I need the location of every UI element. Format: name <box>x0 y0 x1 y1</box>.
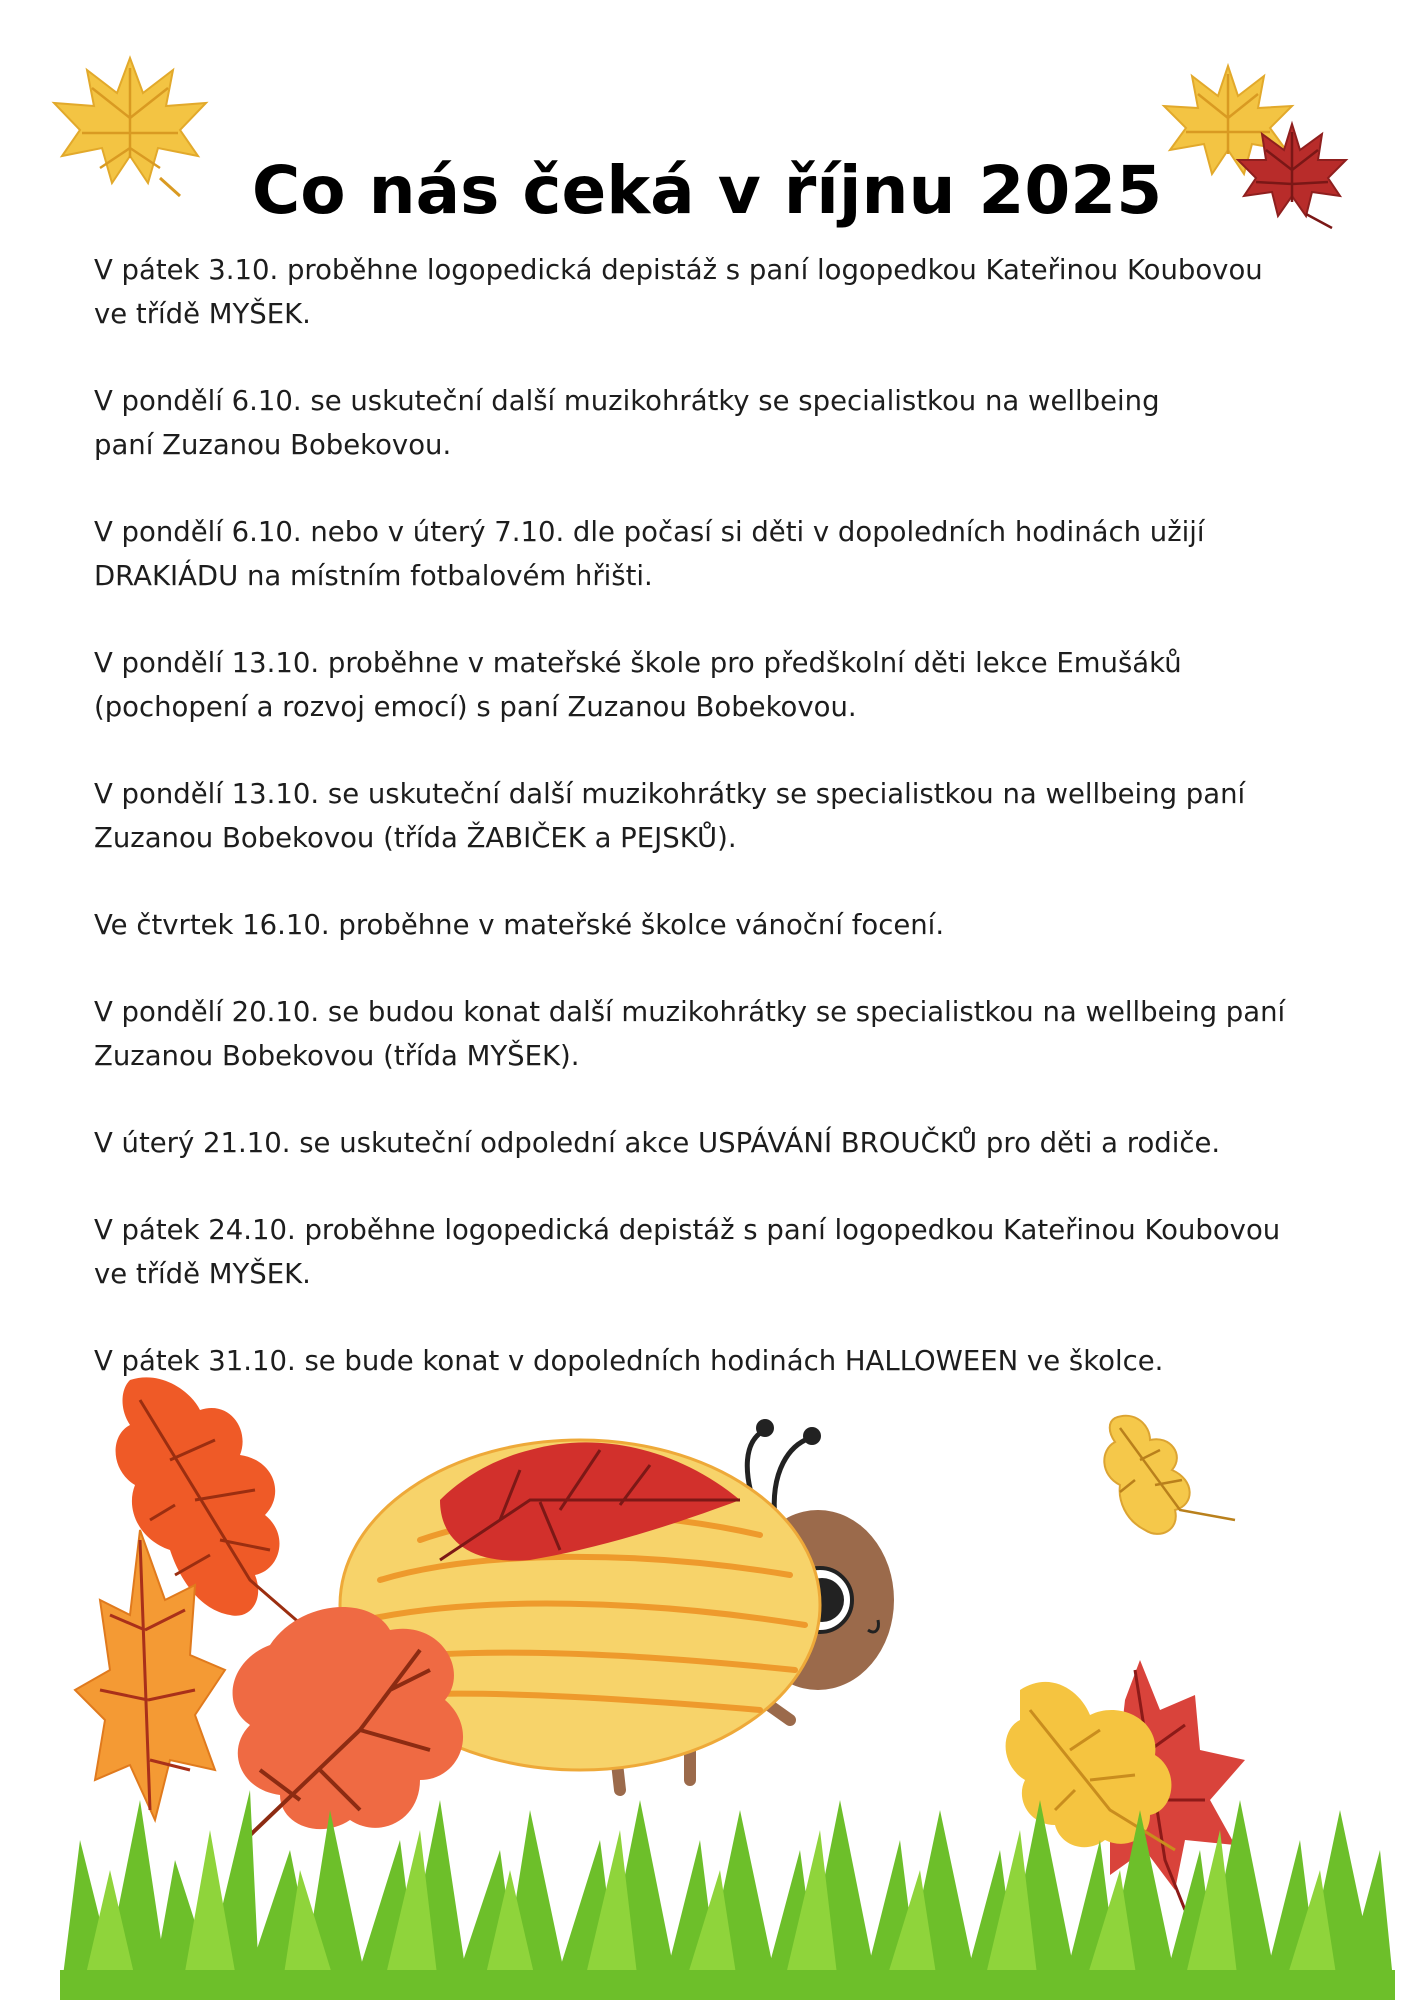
event-list <box>94 248 1354 1426</box>
oak-leaf-icon <box>1104 1416 1235 1534</box>
maple-leaf-icon <box>233 1607 463 1840</box>
event-item: V úterý 21.10. se uskuteční odpolední akce USPÁVÁNÍ BROUČKŮ pro děti a rodiče. <box>94 1127 1221 1159</box>
event-item: V pondělí 13.10. se uskuteční další muzikohrátky se specialistkou na wellbeing paní Zuzanou Bobekovou (třída ŽABIČEK a PEJSKŮ). <box>94 778 1246 854</box>
event-item: V pátek 24.10. proběhne logopedická depistáž s paní logopedkou Kateřinou Koubovou ve třídě MYŠEK. <box>94 1214 1281 1290</box>
event-item: V pátek 31.10. se bude konat v dopoledních hodinách HALLOWEEN ve školce. <box>94 1345 1164 1377</box>
event-item: V pondělí 20.10. se budou konat další muzikohrátky se specialistkou na wellbeing paní Zuzanou Bobekovou (třída MYŠEK). <box>94 996 1286 1072</box>
event-item: V pondělí 6.10. nebo v úterý 7.10. dle počasí si děti v dopoledních hodinách užijí DRAKIÁDU na místním fotbalovém hřišti. <box>94 516 1205 592</box>
event-item: V pátek 3.10. proběhne logopedická depistáž s paní logopedkou Kateřinou Koubovou ve třídě MYŠEK. <box>94 254 1263 330</box>
page-title: Co nás čeká v říjnu 2025 <box>251 152 1163 230</box>
event-item: V pondělí 6.10. se uskuteční další muzikohrátky se specialistkou na wellbeing paní Zuzanou Bobekovou. <box>94 385 1160 461</box>
event-item: Ve čtvrtek 16.10. proběhne v mateřské školce vánoční focení. <box>94 909 945 941</box>
event-item: V pondělí 13.10. proběhne v mateřské škole pro předškolní děti lekce Emušáků (pochopení a rozvoj emocí) s paní Zuzanou Bobekovou. <box>94 647 1182 723</box>
autumn-illustration <box>0 1370 1414 2000</box>
